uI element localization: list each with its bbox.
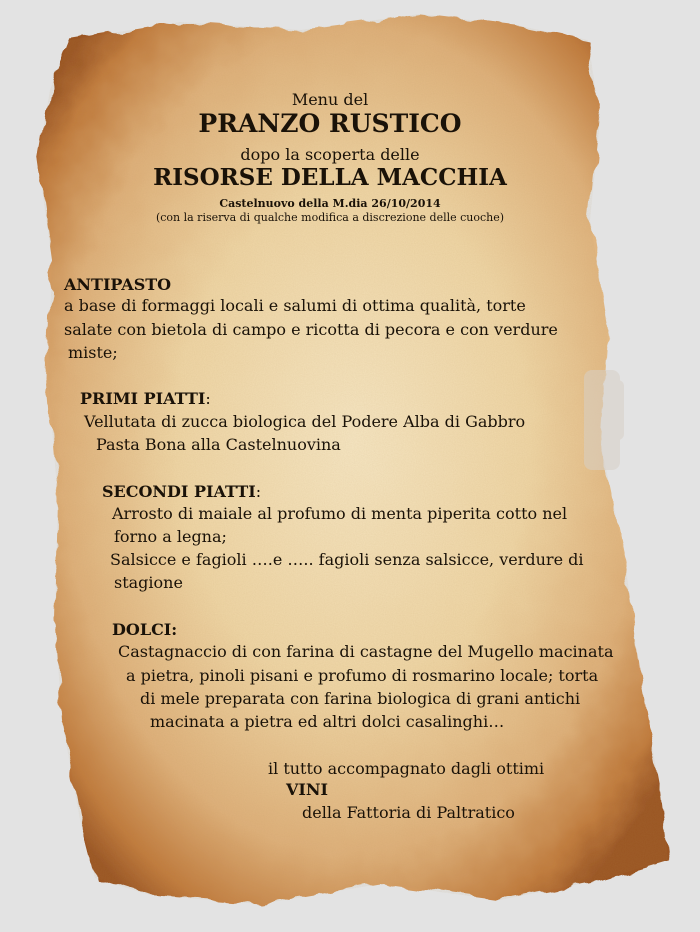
antipasto-heading: ANTIPASTO	[64, 275, 172, 294]
dolci-line: di mele preparata con farina biologica di grani antichi	[140, 689, 581, 708]
dolci-line: Castagnaccio di con farina di castagne del Mugello macinata	[118, 642, 614, 661]
header-note: (con la riserva di qualche modifica a discrezione delle cuoche)	[155, 211, 505, 224]
dolci-heading: DOLCI:	[112, 620, 178, 639]
antipasto-line: a base di formaggi locali e salumi di ottima qualità, torte	[64, 296, 526, 315]
primi-line: Vellutata di zucca biologica del Podere Alba di Gabbro	[84, 412, 526, 431]
page-title: PRANZO RUSTICO	[198, 109, 462, 138]
place-date: Castelnuovo della M.dia 26/10/2014	[219, 197, 441, 210]
antipasto-line: salate con bietola di campo e ricotta di pecora e con verdure	[64, 320, 558, 339]
secondi-heading: SECONDI PIATTI:	[102, 482, 262, 501]
title-subline: dopo la scoperta delle	[240, 145, 420, 164]
torn-fragment	[584, 370, 624, 470]
secondi-line: Arrosto di maiale al profumo di menta piperita cotto nel	[112, 504, 568, 523]
menu-intro: Menu del	[291, 90, 369, 109]
secondi-line: forno a legna;	[114, 527, 227, 546]
dolci-line: macinata a pietra ed altri dolci casalinghi…	[150, 712, 505, 731]
vini-heading: VINI	[286, 780, 329, 799]
secondi-line: Salsicce e fagioli ….e ….. fagioli senza salsicce, verdure di	[110, 550, 584, 569]
primi-line: Pasta Bona alla Castelnuovina	[96, 435, 341, 454]
closing-line: il tutto accompagnato dagli ottimi	[268, 759, 545, 778]
antipasto-line: miste;	[68, 343, 118, 362]
closing-winery: della Fattoria di Paltratico	[302, 803, 515, 822]
page-subtitle: RISORSE DELLA MACCHIA	[153, 164, 507, 191]
primi-heading: PRIMI PIATTI:	[80, 389, 211, 408]
dolci-line: a pietra, pinoli pisani e profumo di rosmarino locale; torta	[126, 666, 599, 685]
secondi-line: stagione	[114, 573, 183, 592]
